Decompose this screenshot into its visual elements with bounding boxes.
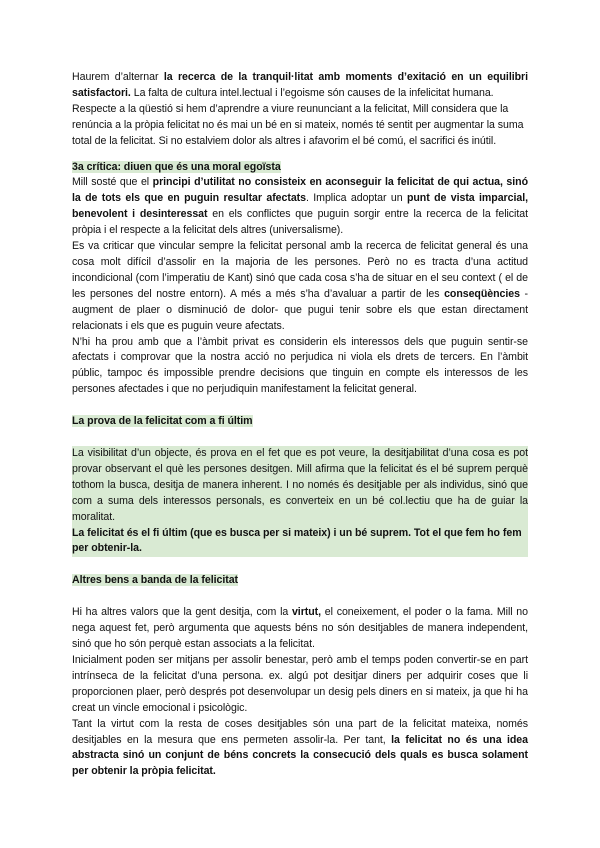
heading-text: 3a crítica: diuen que és una moral egoïsta — [72, 160, 281, 173]
text-run: . Implica adoptar un — [306, 192, 407, 205]
heading-text: La prova de la felicitat com a fi últim — [72, 415, 253, 428]
text-run: en els conflictes que puguin sorgir entre la recerca de la felicitat pròpia i el respecte a la felicitat dels altres (universalisme). — [72, 208, 528, 237]
heading-proof-of-happiness — [72, 414, 528, 430]
heading-text: Altres bens a banda de la felicitat — [72, 574, 239, 587]
paragraph-means-to-end: Inicialment poden ser mitjans per assolir benestar, però amb el temps poden convertir-se en part intrínseca de la felicitat d’una persona. ex. algú pot desitjar diners per adquirir coses que li proporcionen plaer, però després pot desenvolupar un desig pels diners en si mateix, ja que hi ha creat un vincle emocional i psicològic. — [72, 654, 528, 714]
text-run: -augment de plaer o disminució de dolor- que pugui tenir sobre els que estan directament relacionats i els que es puguin veure afectats. — [72, 287, 529, 332]
text-run: Mill sosté que el — [72, 176, 153, 189]
bold-run: la recerca de la tranquil·litat amb moments d’exitació en un equilibri satisfactori. — [72, 71, 528, 99]
text-run: Haurem d’alternar — [72, 71, 164, 83]
paragraph-renunciation: Respecte a la qüestió si hem d’aprendre a viure reununciant a la felicitat, Mill considera que la renúncia a la pròpia felicitat no és mai un bé en si mateix, només té sentit per augmentar la suma total de la felicitat. Si no estalviem dolor als altres i afavorim el bé comú, el sacrifici és inútil. — [72, 102, 524, 147]
bold-run: la felicitat no és una idea abstracta sinó un conjunt de béns concrets la consecució dels quals es busca solament per obtenir la pròpia felicitat. — [72, 733, 528, 778]
text-run: Es va criticar que vincular sempre la felicitat personal amb la recerca de felicitat general és una cosa molt difícil d’assolir en la majoria de les persones. Però no es tracta d’una actitud incondicional (com l’imperatiu de Kant) sinó que cada cosa s’ha de situar en el seu context ( el de les persones del nostre entorn). A més a més s’ha d’avaluar a partir de les — [72, 240, 528, 300]
paragraph-private-public: N’hi ha prou amb que a l’àmbit privat es considerin els interessos dels que puguin sentir-se afectats i comprovar que la nostra acció no perjudica ni viola els drets de tercers. En l’àmbit públic, tampoc és impossible prendre decisions que tinguin en compte els interessos de les persones afectades i que no perjudiquin manifestament la felicitat general. — [72, 335, 528, 396]
paragraph-final-end: La felicitat és el fi últim (que es busca per si mateix) i un bé suprem. Tot el que fem ho fem per obtenir-la. — [72, 526, 522, 555]
heading-third-critique — [72, 160, 528, 176]
bold-run: virtut, — [291, 606, 322, 619]
paragraph-virtue — [72, 717, 528, 781]
bold-run: conseqüències — [444, 287, 520, 300]
highlighted-block — [72, 446, 528, 557]
paragraph-visibility: La visibilitat d’un objecte, és prova en el fet que es pot veure, la desitjabilitat d’una cosa es pot provar observant el què les persones desitgen. Mill afirma que la felicitat és el bé suprem perquè tothom la busca, desitja de manera inherent. I no només és desitjable per als individus, sinó que com a suma dels interessos personals, es converteix en un bé col.lectiu que ha de guiar la moralitat. — [72, 447, 528, 523]
paragraph-utility-principle — [72, 175, 528, 239]
document-page — [72, 70, 528, 780]
text-run: el coneixement, el poder o la fama. Mill no nega aquest fet, però argumenta que aquests béns no són desitjables de manera independent, sinó que ho són perquè estan associats a la felicitat. — [72, 606, 528, 651]
text-run: Hi ha altres valors que la gent desitja, com la — [72, 606, 292, 619]
paragraph-criticism — [72, 239, 528, 334]
bold-run: punt de vista imparcial, benevolent i desinteressat — [72, 192, 528, 221]
paragraph-other-values — [72, 605, 528, 653]
text-run: La falta de cultura intel.lectual i l’egoisme són causes de la infelicitat humana. — [130, 86, 494, 99]
text-run: Tant la virtut com la resta de coses desitjables són una part de la felicitat mateixa, només desitjables en la mesura que ens permeten assolir-la. Per tant, — [72, 717, 528, 746]
paragraph-tranquility — [72, 70, 528, 102]
bold-run: principi d’utilitat no consisteix en aconseguir la felicitat de qui actua, sinó la de tots els que en puguin resultar afectats — [72, 176, 528, 205]
heading-other-goods — [72, 573, 528, 589]
